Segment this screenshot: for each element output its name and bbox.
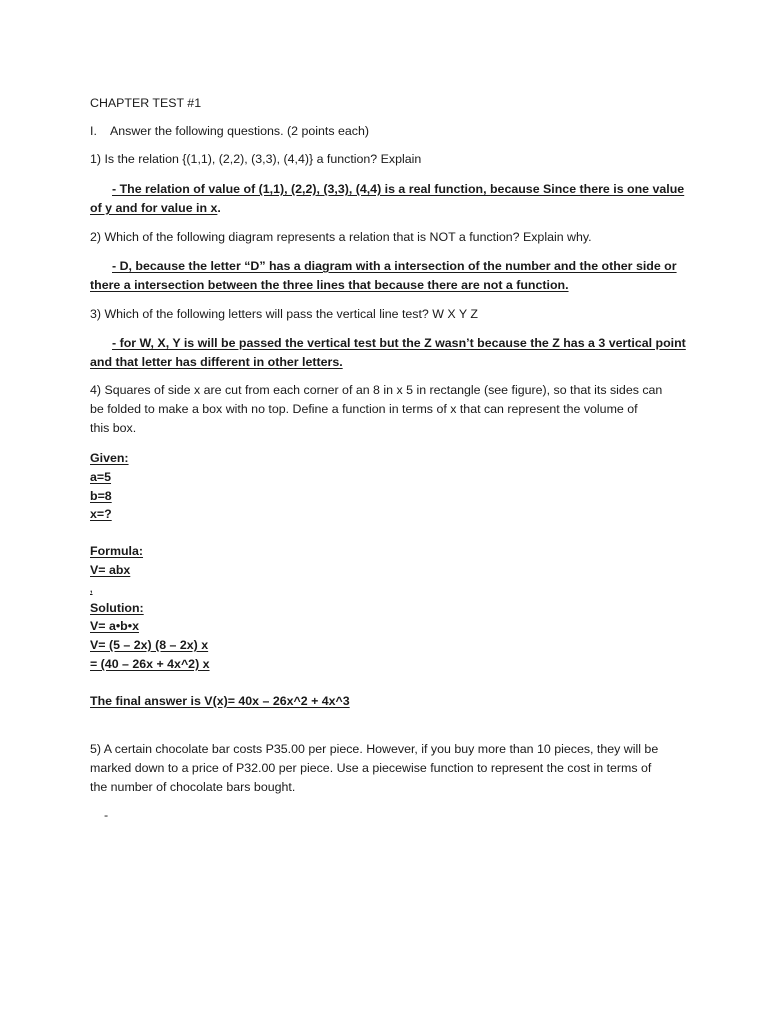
answer-3-line-2: and that letter has different in other letters. <box>90 355 343 369</box>
question-5-line-1: 5) A certain chocolate bar costs P35.00 per piece. However, if you buy more than 10 pieces, they will be <box>90 742 659 756</box>
question-1: 1) Is the relation {(1,1), (2,2), (3,3), (4,4)} a function? Explain <box>90 152 422 166</box>
page-title: CHAPTER TEST #1 <box>90 96 202 110</box>
given-b: b=8 <box>90 489 112 503</box>
given-x: x=? <box>90 507 112 521</box>
given-a: a=5 <box>90 470 112 484</box>
given-label: Given: <box>90 451 129 465</box>
question-4-line-2: be folded to make a box with no top. Define a function in terms of x that can represent the volume of <box>90 402 638 416</box>
solution-step-3: = (40 – 26x + 4x^2) x <box>90 657 210 671</box>
question-3: 3) Which of the following letters will pass the vertical line test? W X Y Z <box>90 307 478 321</box>
solution-step-2: V= (5 – 2x) (8 – 2x) x <box>90 638 209 652</box>
question-5-line-2: marked down to a price of P32.00 per piece. Use a piecewise function to represent the cost in terms of <box>90 761 652 775</box>
answer-1-line-2 <box>90 199 221 218</box>
question-2: 2) Which of the following diagram represents a relation that is NOT a function? Explain why. <box>90 230 592 244</box>
solution-step-1: V= a•b•x <box>90 619 139 633</box>
instructions-text: Answer the following questions. (2 points each) <box>110 124 369 138</box>
answer-5-bullet: - <box>104 808 109 822</box>
formula: V= abx <box>90 563 131 577</box>
answer-1-line-1: - The relation of value of (1,1), (2,2), (3,3), (4,4) is a real function, because Since there is one value <box>112 182 685 196</box>
instructions <box>90 122 369 141</box>
answer-2-line-2: there a intersection between the three lines that because there are not a function. <box>90 278 569 292</box>
question-4-line-1: 4) Squares of side x are cut from each corner of an 8 in x 5 in rectangle (see figure), so that its sides can <box>90 383 663 397</box>
final-answer: The final answer is V(x)= 40x – 26x^2 + 4x^3 <box>90 694 350 708</box>
stray-mark: , <box>90 584 93 594</box>
formula-label: Formula: <box>90 544 144 558</box>
answer-3-line-1: - for W, X, Y is will be passed the vertical test but the Z wasn’t because the Z has a 3 vertical point <box>112 336 686 350</box>
answer-2-line-1: - D, because the letter “D” has a diagram with a intersection of the number and the other side or <box>112 259 677 273</box>
question-5-line-3: the number of chocolate bars bought. <box>90 780 296 794</box>
answer-1-text: of y and for value in x <box>90 201 218 215</box>
answer-1-period: . <box>217 201 221 215</box>
solution-label: Solution: <box>90 601 144 615</box>
section-numeral: I. <box>90 124 97 138</box>
question-4-line-3: this box. <box>90 421 137 435</box>
